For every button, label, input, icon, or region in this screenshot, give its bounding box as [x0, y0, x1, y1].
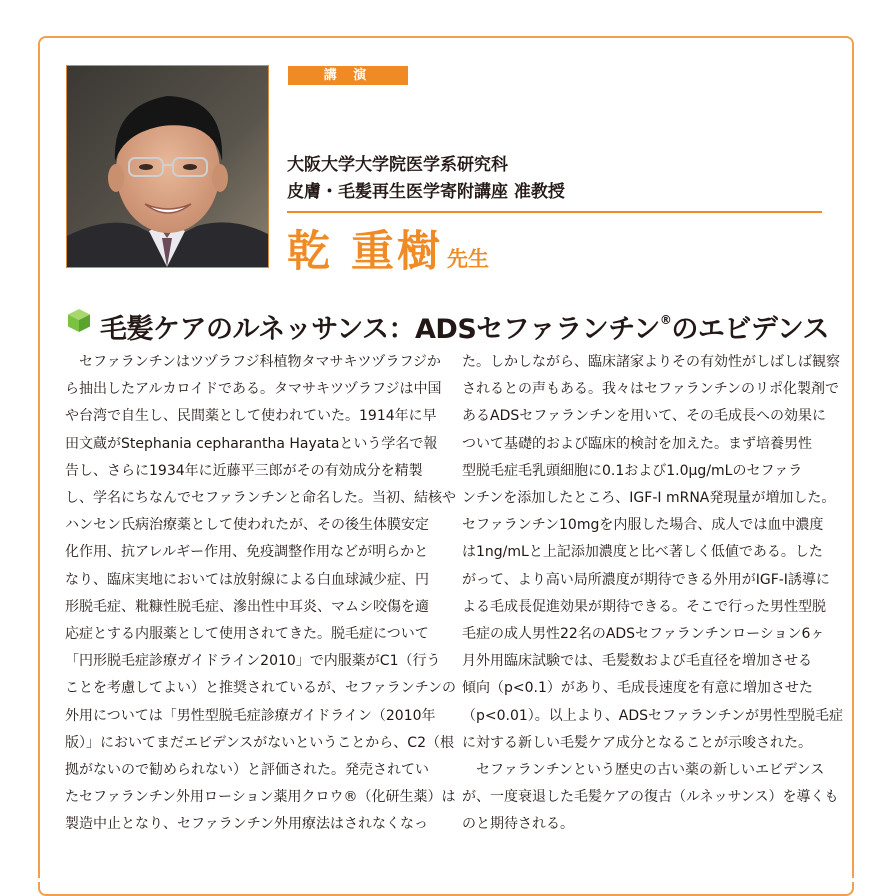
- body-text-line: が、一度衰退した毛髪ケアの復古（ルネッサンス）を導くも: [462, 789, 839, 806]
- body-text-line: 製造中止となり、セファランチン外用療法はされなくなっ: [65, 816, 429, 833]
- body-text-line: 拠がないので勧められない）と評価された。発売されてい: [65, 762, 429, 779]
- body-text-line: ハンセン氏病治療薬として使われたが、その後生体膜安定: [65, 517, 429, 534]
- body-text-line: ことを考慮してよい）と推奨されているが、セファランチンの: [65, 680, 457, 697]
- body-text-line: た。しかしながら、臨床諸家よりその有効性がしばしば観察: [462, 354, 840, 370]
- body-text-line: 傾向（p<0.1）があり、毛成長速度を有意に増加させた: [462, 680, 813, 697]
- body-text-line: 応症とする内服薬として使用されてきた。脱毛症について: [65, 626, 429, 643]
- speaker-name-block: [287, 218, 489, 279]
- body-text-line: 告し、さらに1934年に近藤平三郎がその有効成分を精製: [65, 462, 423, 479]
- body-text-line: ンチンを添加したところ、IGF-I mRNA発現量が増加した。: [462, 490, 836, 507]
- speaker-affiliation: [287, 152, 565, 206]
- body-text-line: 化作用、抗アレルギー作用、免疫調整作用などが明らかと: [65, 544, 429, 561]
- body-text-line: がって、より高い局所濃度が期待できる外用がIGF-I誘導に: [462, 571, 830, 588]
- body-text-line: 月外用臨床試験では、毛髪数および毛直径を増加させる: [462, 653, 812, 670]
- card-bottom-mask: [38, 878, 856, 882]
- body-text-line: 毛症の成人男性22名のADSセファランチンローション6ヶ: [462, 626, 825, 643]
- body-text-line: されるとの声もある。我々はセファランチンのリポ化製剤で: [462, 381, 840, 398]
- body-text-line: あるADSセファランチンを用いて、その毛成長への効果に: [462, 408, 826, 425]
- body-text-line: なり、臨床実地においては放射線による白血球減少症、円: [65, 571, 429, 588]
- body-text-line: し、学名にちなんでセファランチンと命名した。当初、結核や: [65, 490, 457, 507]
- body-text-line: セファランチン10mgを内服した場合、成人では血中濃度: [462, 517, 824, 534]
- body-text-line: セファランチンはツヅラフジ科植物タマサキツヅラフジか: [65, 354, 441, 370]
- body-text-line: や台湾で自生し、民間薬として使われていた。1914年に早: [65, 408, 437, 425]
- body-text-line: 版）」においてまだエビデンスがないということから、C2（根: [65, 734, 454, 751]
- speaker-name: 乾 重樹: [287, 227, 443, 277]
- body-text-line: 田文蔵がStephania cepharantha Hayataという学名で報: [65, 435, 438, 452]
- body-text-line: 形脱毛症、粃糠性脱毛症、滲出性中耳炎、マムシ咬傷を適: [65, 598, 429, 615]
- body-text-line: セファランチンという歴史の古い薬の新しいエビデンス: [462, 762, 825, 779]
- body-text-line: たセファランチン外用ローション薬用クロウ®（化研生薬）は: [65, 789, 456, 806]
- lecture-title-text: [100, 299, 829, 351]
- lecture-badge: 講 演: [288, 66, 408, 85]
- affiliation-line-1: 大阪大学大学院医学系研究科: [287, 155, 508, 175]
- header-divider: [287, 211, 822, 213]
- body-text-line: よる毛成長促進効果が期待できる。そこで行った男性型脱: [462, 598, 826, 615]
- title-tail: のエビデンス: [671, 314, 830, 345]
- body-text-line: ら抽出したアルカロイドである。タマサキツヅラフジは中国: [65, 381, 442, 398]
- affiliation-line-2: 皮膚・毛髪再生医学寄附講座 准教授: [287, 182, 565, 202]
- body-text-line: 型脱毛症毛乳頭細胞に0.1および1.0μg/mLのセファラ: [462, 462, 803, 479]
- title-main: 毛髪ケアのルネッサンス：ADSセファランチン: [100, 314, 660, 345]
- body-text-line: に対する新しい毛髪ケア成分となることが示唆された。: [462, 734, 812, 751]
- body-text-line: 外用については「男性型脱毛症診療ガイドライン（2010年: [65, 707, 436, 724]
- body-text-line: は1ng/mLと上記添加濃度と比べ著しく低値である。した: [462, 544, 823, 561]
- speaker-photo: [66, 65, 269, 268]
- body-column-right: [462, 349, 844, 839]
- lecture-title: [66, 299, 846, 343]
- body-text-line: ついて基礎的および臨床的検討を加えた。まず培養男性: [462, 435, 812, 452]
- cube-icon: [66, 307, 92, 333]
- body-text-line: （p<0.01）。以上より、ADSセファランチンが男性型脱毛症: [462, 707, 844, 724]
- title-registered-mark: ®: [659, 313, 672, 327]
- speaker-honorific: 先生: [446, 247, 489, 271]
- body-column-left: [65, 349, 457, 839]
- body-text-line: のと期待される。: [462, 816, 574, 833]
- body-text-line: 「円形脱毛症診療ガイドライン2010」で内服薬がC1（行う: [65, 653, 441, 670]
